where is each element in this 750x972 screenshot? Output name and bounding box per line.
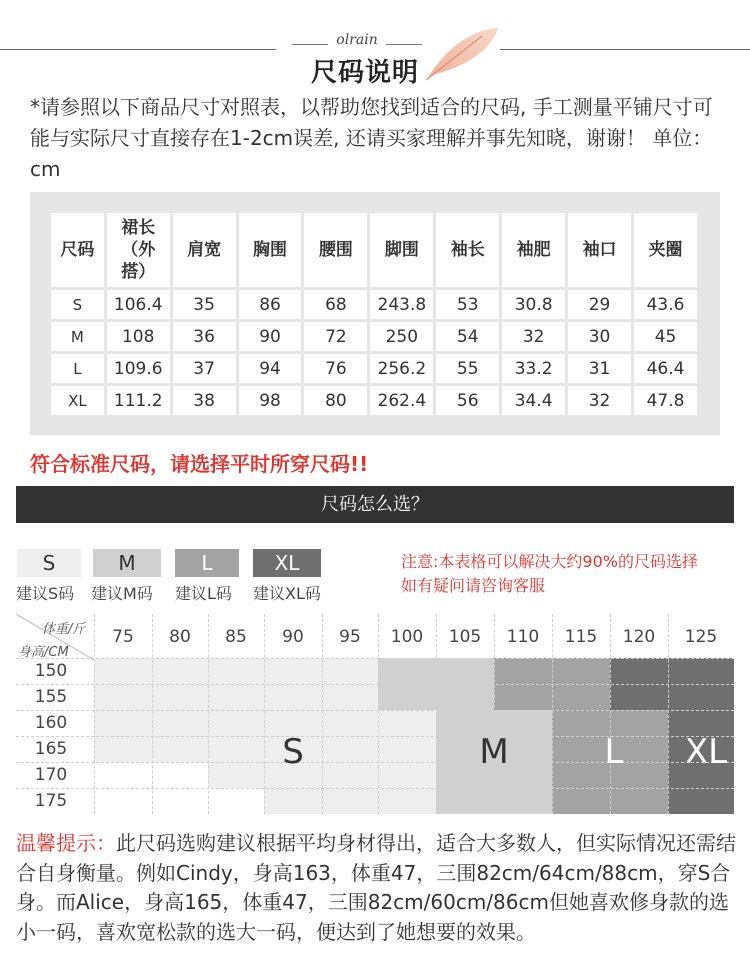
grid-cell	[610, 788, 668, 814]
height-tick-label: 160	[34, 713, 68, 733]
grid-line	[16, 658, 734, 659]
tip-text	[16, 829, 736, 947]
grid-cell	[208, 736, 264, 762]
grid-cell	[152, 658, 208, 684]
table-cell: M	[51, 322, 104, 351]
table-cell: 94	[239, 354, 302, 383]
header-rule-left	[0, 49, 276, 50]
grid-cell	[322, 658, 378, 684]
notice-line: 如有疑问请咨询客服	[401, 576, 546, 595]
grid-cell	[436, 684, 494, 710]
table-header: 腰围	[304, 213, 367, 287]
weight-tick-label: 75	[112, 627, 134, 647]
grid-cell	[152, 736, 208, 762]
table-cell: 36	[173, 322, 236, 351]
table-cell: 54	[436, 322, 499, 351]
header-rule-right	[500, 49, 750, 50]
notice-line: 注意:本表格可以解决大约90%的尺码选择	[401, 552, 698, 571]
table-row	[51, 354, 697, 383]
weight-tick-label: 120	[622, 627, 656, 647]
grid-cell	[264, 684, 322, 710]
size-grid	[16, 614, 734, 814]
zone-label-l: L	[604, 732, 624, 772]
table-cell: 47.8	[634, 386, 697, 415]
table-cell: 111.2	[107, 386, 170, 415]
grid-cell	[94, 658, 152, 684]
legend-box-s: S	[17, 549, 81, 577]
tip-body: 此尺码选购建议根据平均身材得出，适合大多数人，但实际情况还需结合自身衡量。例如Cindy，身高163，体重47，三围82cm/64cm/88cm，穿S合身。而Alice，身高165，体重47，三围82cm/60cm/86cm但她喜欢修身款的选小一码，喜欢宽松款的选大一码，便达到了她想要的效果。	[16, 831, 736, 944]
grid-cell	[264, 788, 322, 814]
table-cell: 56	[436, 386, 499, 415]
brand-logo: olrain	[336, 32, 378, 48]
table-cell: 250	[370, 322, 433, 351]
table-header: 脚围	[370, 213, 433, 287]
table-row	[51, 322, 697, 351]
table-row	[51, 386, 697, 415]
table-cell: 29	[568, 290, 631, 319]
height-tick-label: 150	[34, 661, 68, 681]
grid-line	[16, 788, 734, 789]
table-header: 袖口	[568, 213, 631, 287]
weight-tick-label: 115	[564, 627, 598, 647]
grid-cell	[494, 788, 552, 814]
grid-cell	[322, 710, 378, 736]
zone-label-xl: XL	[684, 732, 728, 772]
table-cell: 98	[239, 386, 302, 415]
grid-cell	[322, 736, 378, 762]
grid-cell	[668, 788, 734, 814]
legend-caption-l: 建议L码	[175, 584, 232, 603]
grid-cell	[208, 684, 264, 710]
grid-cell	[94, 736, 152, 762]
height-tick-label: 155	[34, 687, 68, 707]
table-header: 肩宽	[173, 213, 236, 287]
table-cell: 243.8	[370, 290, 433, 319]
table-cell: 45	[634, 322, 697, 351]
table-cell: 32	[568, 386, 631, 415]
grid-cell	[322, 788, 378, 814]
table-cell: 53	[436, 290, 499, 319]
grid-cell	[152, 710, 208, 736]
table-cell: 30	[568, 322, 631, 351]
grid-cell	[94, 710, 152, 736]
weight-tick-label: 85	[225, 627, 247, 647]
height-tick-label: 165	[34, 739, 68, 759]
table-cell: 106.4	[107, 290, 170, 319]
table-cell: 46.4	[634, 354, 697, 383]
table-cell: 38	[173, 386, 236, 415]
zone-label-m: M	[479, 732, 509, 772]
table-cell: 76	[304, 354, 367, 383]
grid-cell	[610, 658, 668, 684]
legend-caption-s: 建议S码	[16, 584, 75, 603]
table-cell: 80	[304, 386, 367, 415]
grid-cell	[552, 788, 610, 814]
table-cell: S	[51, 290, 104, 319]
grid-cell	[208, 658, 264, 684]
page-title: 尺码说明	[310, 58, 419, 88]
feather-icon	[422, 24, 502, 82]
table-header: 胸围	[239, 213, 302, 287]
grid-cell	[610, 684, 668, 710]
table-header: 袖肥	[502, 213, 565, 287]
table-cell: 109.6	[107, 354, 170, 383]
grid-line	[16, 684, 734, 685]
grid-cell	[378, 684, 436, 710]
size-table-header-row	[51, 213, 697, 287]
table-header: 裙长 （外 搭）	[107, 213, 170, 287]
grid-cell	[322, 762, 378, 788]
height-tick-label: 170	[34, 765, 68, 785]
tip-lead: 温馨提示：	[16, 831, 116, 855]
grid-cell	[264, 658, 322, 684]
legend-box-xl: XL	[253, 549, 321, 577]
grid-cell	[152, 684, 208, 710]
legend-box-l: L	[175, 549, 239, 577]
table-header: 尺码	[51, 213, 104, 287]
table-row	[51, 290, 697, 319]
table-cell: 108	[107, 322, 170, 351]
grid-cell	[208, 710, 264, 736]
grid-cell	[668, 658, 734, 684]
grid-cell	[94, 684, 152, 710]
table-cell: 30.8	[502, 290, 565, 319]
weight-axis-label: 体重/斤	[42, 622, 86, 637]
grid-line	[16, 710, 734, 711]
weight-tick-label: 125	[684, 627, 718, 647]
table-cell: 68	[304, 290, 367, 319]
zone-label-s: S	[282, 732, 304, 772]
table-cell: 72	[304, 322, 367, 351]
weight-tick-label: 105	[448, 627, 482, 647]
grid-cell	[378, 788, 436, 814]
table-header: 夹圈	[634, 213, 697, 287]
table-header: 袖长	[436, 213, 499, 287]
weight-tick-label: 95	[339, 627, 361, 647]
table-cell: 33.2	[502, 354, 565, 383]
legend-caption-xl: 建议XL码	[253, 584, 321, 603]
grid-cell	[378, 736, 436, 762]
grid-cell	[552, 684, 610, 710]
grid-cell	[552, 658, 610, 684]
grid-cell	[668, 684, 734, 710]
table-cell: 32	[502, 322, 565, 351]
grid-cell	[208, 762, 264, 788]
table-cell: 43.6	[634, 290, 697, 319]
table-cell: XL	[51, 386, 104, 415]
table-cell: 55	[436, 354, 499, 383]
table-cell: 262.4	[370, 386, 433, 415]
grid-cell	[436, 788, 494, 814]
table-cell: 31	[568, 354, 631, 383]
notice-text	[401, 550, 698, 598]
size-table	[48, 210, 700, 418]
table-cell: 37	[173, 354, 236, 383]
grid-cell	[436, 658, 494, 684]
legend-box-m: M	[93, 549, 161, 577]
table-cell: 90	[239, 322, 302, 351]
table-cell: 35	[173, 290, 236, 319]
section-header-bar: 尺码怎么选？	[16, 486, 734, 523]
grid-cell	[378, 710, 436, 736]
weight-tick-label: 110	[506, 627, 540, 647]
standard-size-note: 符合标准尺码，请选择平时所穿尺码!!	[30, 452, 369, 476]
grid-cell	[494, 658, 552, 684]
table-cell: L	[51, 354, 104, 383]
grid-cell	[378, 762, 436, 788]
grid-cell	[322, 684, 378, 710]
weight-tick-label: 90	[282, 627, 304, 647]
weight-tick-label: 100	[390, 627, 424, 647]
height-tick-label: 175	[34, 791, 68, 811]
height-axis-label: 身高/CM	[18, 645, 69, 660]
grid-cell	[494, 684, 552, 710]
table-cell: 86	[239, 290, 302, 319]
table-cell: 34.4	[502, 386, 565, 415]
table-cell: 256.2	[370, 354, 433, 383]
legend-caption-m: 建议M码	[91, 584, 153, 603]
weight-tick-label: 80	[169, 627, 191, 647]
intro-text: *请参照以下商品尺寸对照表，以帮助您找到适合的尺码, 手工测量平铺尺寸可能与实际尺寸直接存在1-2cm误差, 还请买家理解并事先知晓，谢谢！ 单位：cm	[30, 95, 713, 181]
grid-cell	[378, 658, 436, 684]
